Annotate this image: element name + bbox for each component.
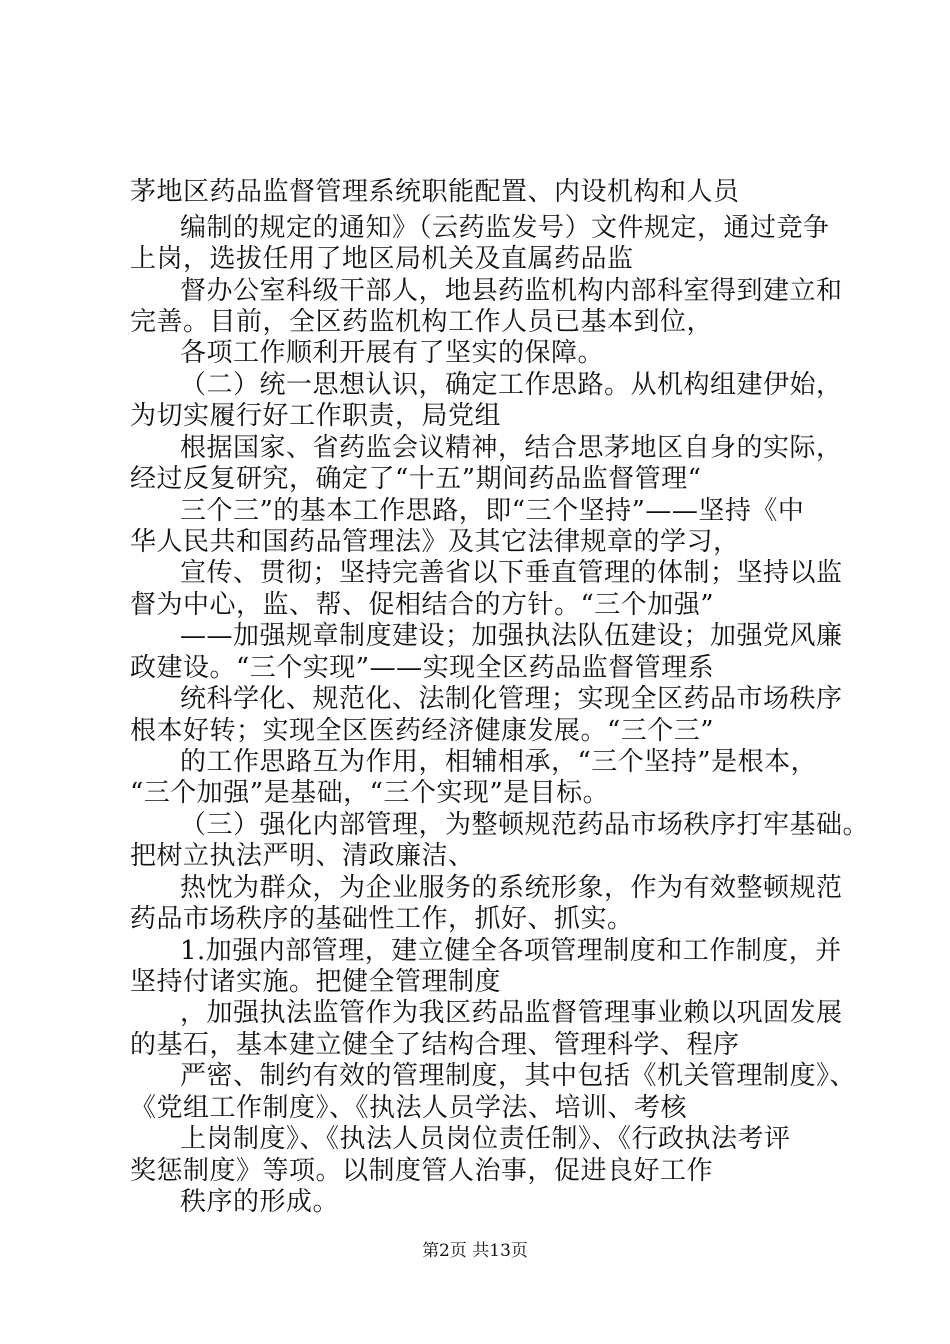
text-line: 编制的规定的通知》（云药监发号）文件规定，通过竞争: [180, 213, 830, 243]
text-line: 根据国家、省药监会议精神，结合思茅地区自身的实际，: [180, 433, 843, 463]
text-line: 华人民共和国药品管理法》及其它法律规章的学习，: [130, 527, 740, 557]
text-line: 的工作思路互为作用，相辅相承，“三个坚持”是根本，: [180, 747, 818, 777]
text-line: 药品市场秩序的基础性工作，抓好、抓实。: [130, 904, 634, 934]
text-line: 督办公室科级干部人，地县药监机构内部科室得到建立和: [180, 276, 843, 306]
text-line: 《党组工作制度》、《执法人员学法、培训、考核: [130, 1093, 688, 1123]
text-line: 上岗制度》、《执法人员岗位责任制》、《行政执法考评: [180, 1124, 791, 1154]
page-footer: 第2页 共13页: [422, 1241, 528, 1261]
text-line: 经过反复研究，确定了“十五”期间药品监督管理“: [130, 464, 702, 494]
text-line: 1.加强内部管理，建立健全各项管理制度和工作制度，并: [180, 936, 842, 966]
text-line: 的基石，基本建立健全了结构合理、管理科学、程序: [130, 1030, 740, 1060]
text-line: ——加强规章制度建设；加强执法队伍建设；加强党风廉: [180, 621, 843, 651]
text-line: 宣传、贯彻；坚持完善省以下垂直管理的体制；坚持以监: [180, 558, 843, 588]
text-line: “三个加强”是基础，“三个实现”是目标。: [130, 778, 610, 808]
text-line: 热忱为群众，为企业服务的系统形象，作为有效整顿规范: [180, 873, 843, 903]
text-line: 为切实履行好工作职责，局党组: [130, 401, 502, 431]
text-line: 秩序的形成。: [180, 1187, 340, 1217]
text-line: 督为中心，监、帮、促相结合的方针。“三个加强”: [130, 590, 715, 620]
text-line: 把树立执法严明、清政廉洁、: [130, 841, 475, 871]
text-line: 奖惩制度》等项。以制度管人治事，促进良好工作: [130, 1156, 714, 1186]
text-line: 统科学化、规范化、法制化管理；实现全区药品市场秩序: [180, 684, 843, 714]
text-line: ，加强执法监管作为我区药品监督管理事业赖以巩固发展: [180, 998, 843, 1028]
text-line: 完善。目前，全区药监机构工作人员已基本到位，: [130, 307, 714, 337]
text-line: （二）统一思想认识，确定工作思路。从机构组建伊始，: [180, 370, 843, 400]
text-line: 三个三”的基本工作思路，即“三个坚持”——坚持《中: [180, 496, 805, 526]
text-line: 茅地区药品监督管理系统职能配置、内设机构和人员: [130, 177, 740, 207]
text-line: 各项工作顺利开展有了坚实的保障。: [180, 338, 605, 368]
text-line: 坚持付诸实施。把健全管理制度: [130, 967, 502, 997]
text-line: 上岗，选拔任用了地区局机关及直属药品监: [130, 244, 634, 274]
text-line: （三）强化内部管理，为整顿规范药品市场秩序打牢基础。: [180, 810, 870, 840]
text-line: 政建设。“三个实现”——实现全区药品监督管理系: [130, 653, 715, 683]
text-line: 严密、制约有效的管理制度，其中包括《机关管理制度》、: [180, 1061, 857, 1091]
text-line: 根本好转；实现全区医药经济健康发展。“三个三”: [130, 716, 715, 746]
